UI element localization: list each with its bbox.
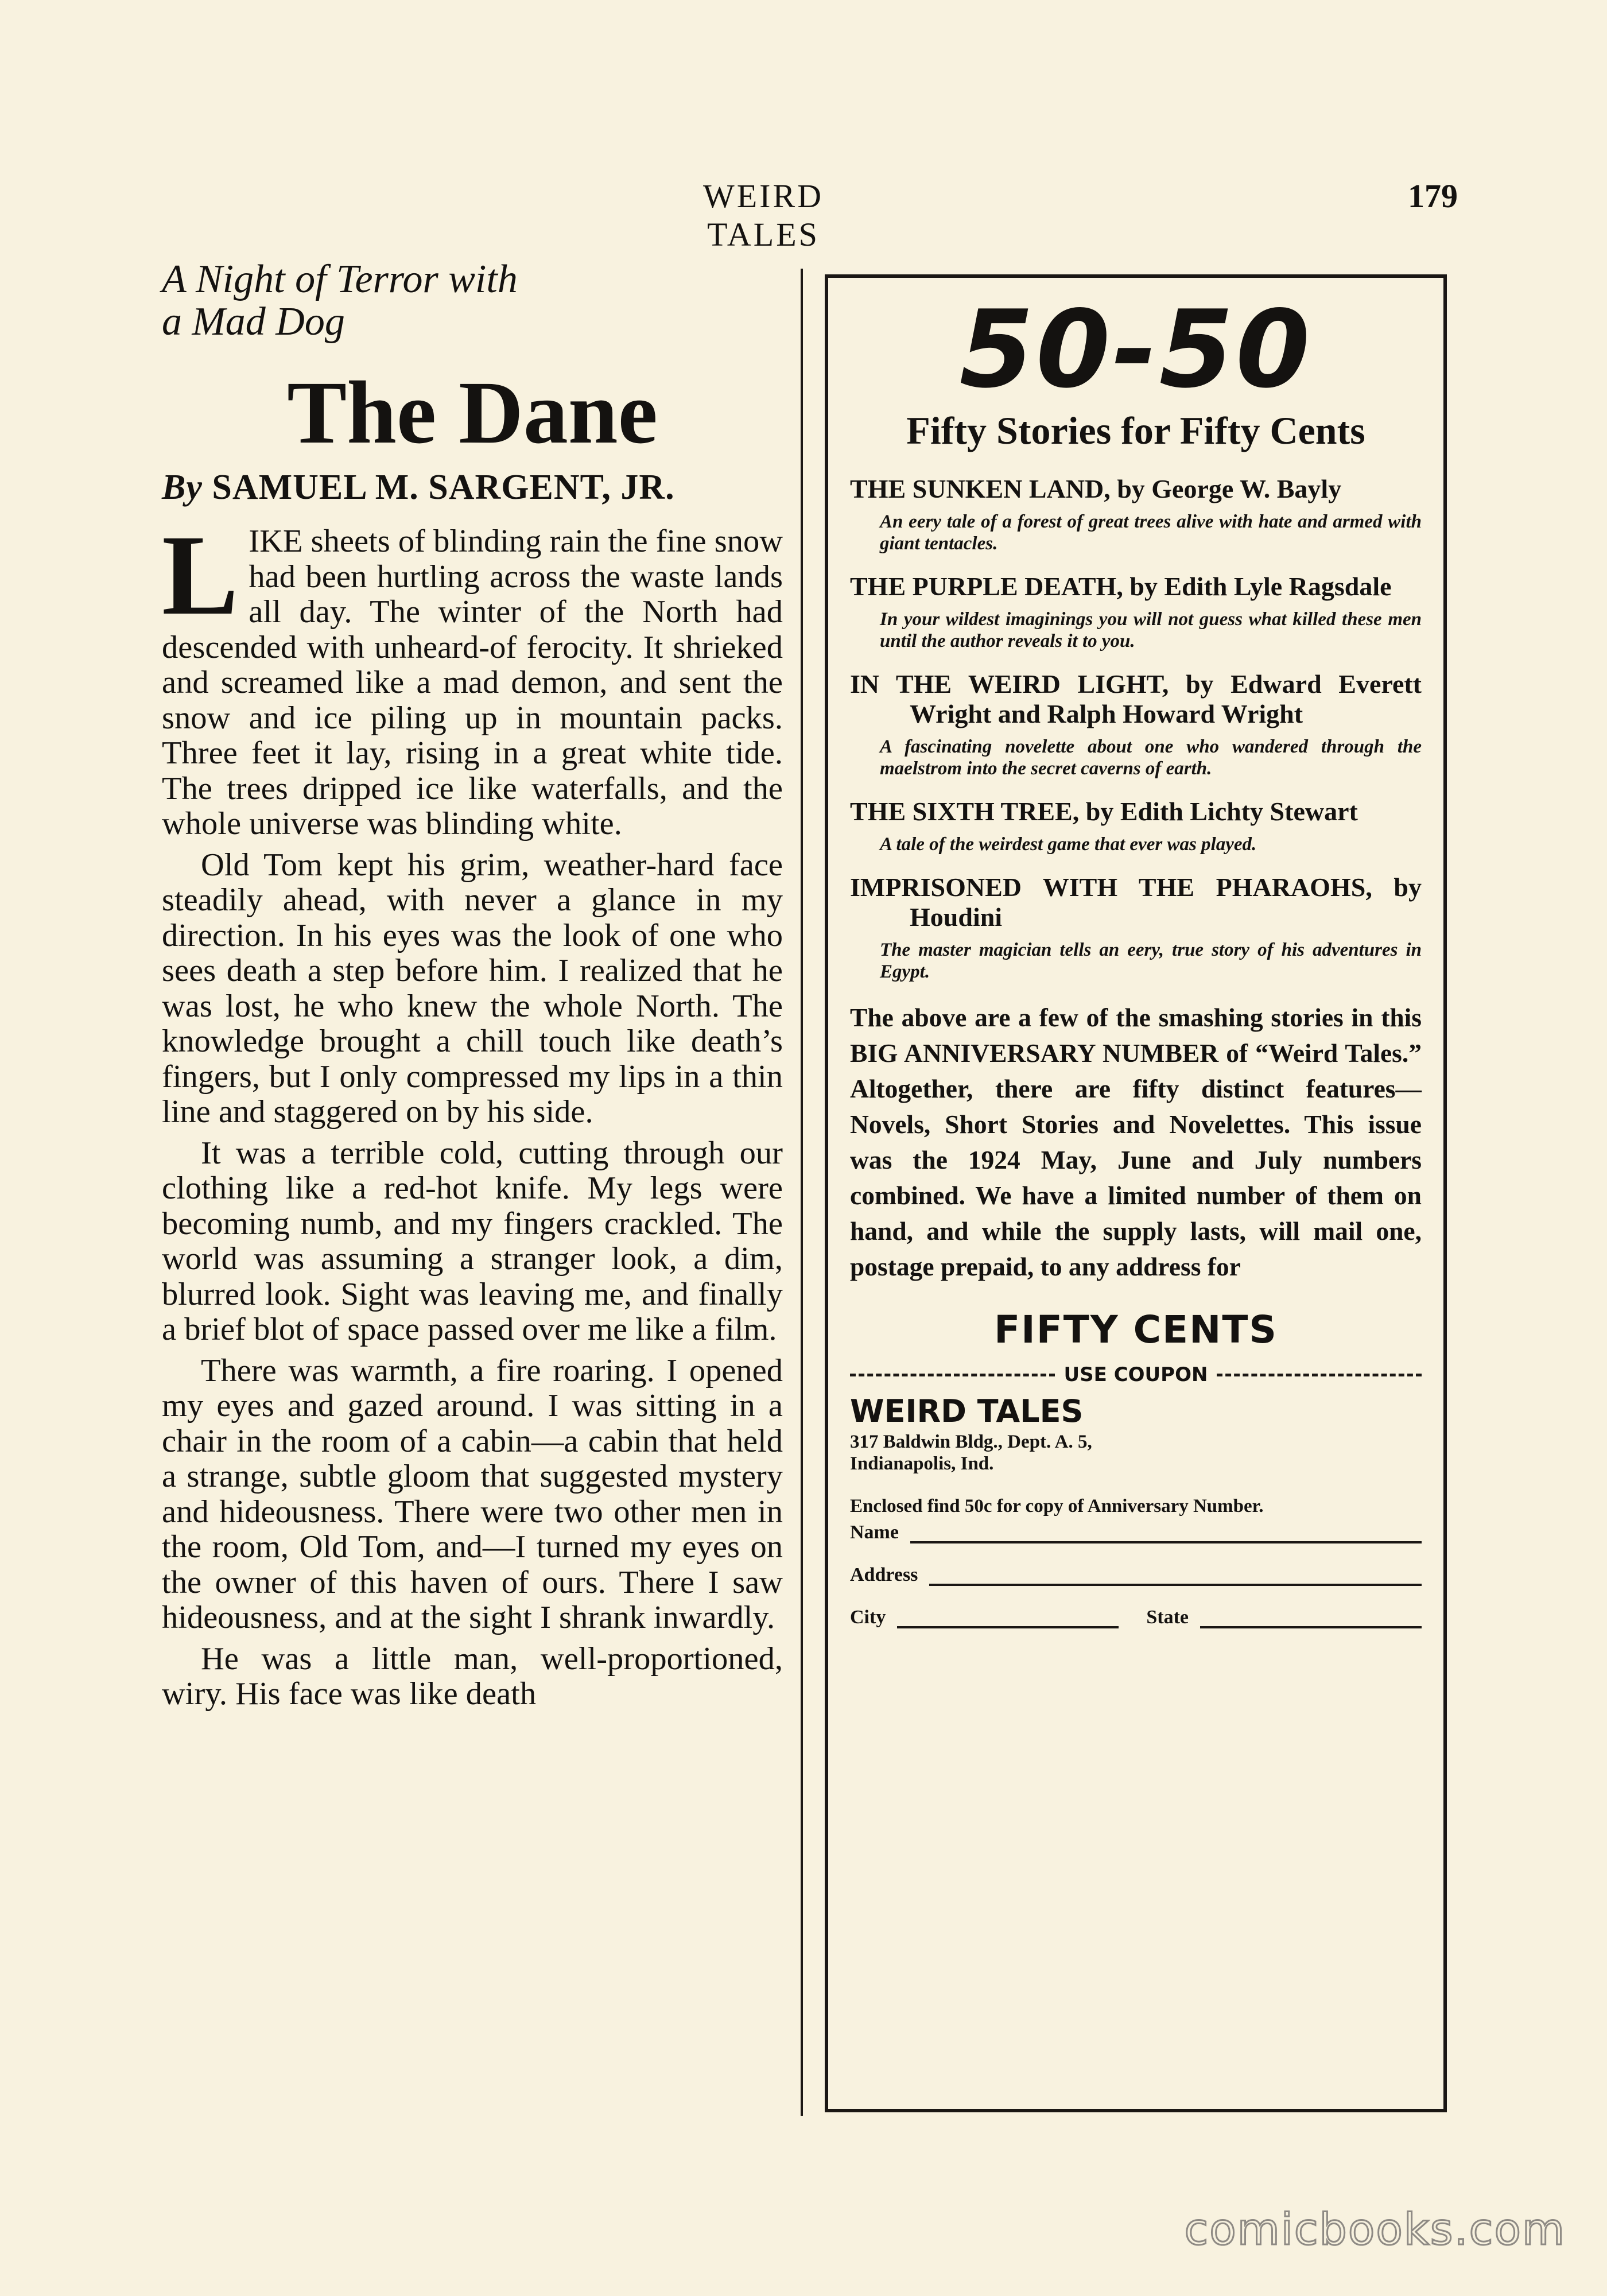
coupon-address-line-1: 317 Baldwin Bldg., Dept. A. 5, <box>850 1432 1092 1452</box>
coupon-enclosed-text: Enclosed find 50c for copy of Anniversary Number. <box>850 1496 1264 1517</box>
ad-story-title: IN THE WEIRD LIGHT, by Edward Everett Wright and Ralph Howard Wright <box>850 669 1422 728</box>
byline-author: SAMUEL M. SARGENT, JR. <box>212 468 675 507</box>
ad-story-description: A fascinating novelette about one who wandered through the maelstrom into the secret caverns of earth. <box>880 736 1422 779</box>
story-paragraph: There was warmth, a fire roaring. I opened my eyes and gazed around. I was sitting in a chair in the room of a cabin—a cabin that held a strange, subtle gloom that suggested mystery and hideousness. There were two other men in the room, Old Tom, and—I turned my eyes on the owner of this haven of ours. There I saw hideousness, and at the sight I shrank inwardly. <box>162 1352 783 1635</box>
ad-price: FIFTY CENTS <box>994 1308 1278 1352</box>
story-paragraph: LIKE sheets of blinding rain the fine snow had been hurtling across the waste lands all day. The winter of the North had descended with unheard-of ferocity. It shrieked and screamed like a mad demon, and sent the snow and ice piling up in mountain packs. Three feet it lay, rising in a great white tide. The trees dripped ice like waterfalls, and the whole universe was blinding white. <box>162 512 783 841</box>
coupon-address-line-2: Indianapolis, Ind. <box>850 1453 994 1474</box>
coupon-name-field[interactable] <box>850 1522 1422 1543</box>
advertisement-box <box>825 274 1447 2112</box>
ad-story-description: A tale of the weirdest game that ever was played. <box>880 834 1257 855</box>
byline <box>162 467 783 508</box>
story-paragraph: Old Tom kept his grim, weather-hard face steadily ahead, with never a glance in my direction. In his eyes was the look of one who sees death a step before him. I realized that he was lost, he who knew the whole North. The knowledge brought a chill touch like death’s fingers, but I only compressed my lips in a thin line and staggered on by his side. <box>162 847 783 1130</box>
page-number: 179 <box>1408 177 1458 215</box>
state-blank[interactable] <box>1200 1626 1422 1628</box>
coupon-label: USE COUPON <box>1063 1363 1208 1386</box>
name-blank[interactable] <box>910 1541 1422 1543</box>
drop-cap: L <box>162 512 239 639</box>
address-blank[interactable] <box>929 1584 1422 1586</box>
story-title: The Dane <box>287 363 658 462</box>
watermark: comicbooks.com <box>1184 2204 1566 2255</box>
ad-story-item <box>850 797 1422 855</box>
running-head-title: WEIRD TALES <box>702 177 824 253</box>
dashed-line <box>1217 1374 1422 1376</box>
name-label: Name <box>850 1522 899 1543</box>
story-body <box>162 512 783 1712</box>
city-label: City <box>850 1607 886 1628</box>
ad-story-description: In your wildest imaginings you will not guess what killed these men until the author reveals it to you. <box>880 609 1422 651</box>
ad-headline: 50-50 <box>959 287 1313 412</box>
story-column <box>162 258 783 1718</box>
ad-story-item <box>850 572 1422 652</box>
ad-story-title: IMPRISONED WITH THE PHARAOHS, by Houdini <box>850 872 1422 932</box>
ad-story-title: THE SUNKEN LAND, by George W. Bayly <box>850 474 1342 503</box>
story-kicker-line-2: a Mad Dog <box>162 300 345 344</box>
byline-by: By <box>162 468 203 507</box>
ad-story-title: THE SIXTH TREE, by Edith Lichty Stewart <box>850 797 1358 826</box>
ad-paragraph: The above are a few of the smashing stories in this BIG ANNIVERSARY NUMBER of “Weird Tales.” Altogether, there are fifty distinct features—Novels, Short Stories and Novelettes. This issue was the 1924 May, June and July numbers combined. We have a limited number of them on hand, and while the supply lasts, will mail one, postage prepaid, to any address for <box>850 1003 1422 1281</box>
ad-subhead: Fifty Stories for Fifty Cents <box>906 409 1365 452</box>
column-divider <box>801 269 803 2116</box>
dashed-line <box>850 1374 1055 1376</box>
ad-story-description: The master magician tells an eery, true story of his adventures in Egypt. <box>880 940 1422 982</box>
ad-story-item <box>850 669 1422 779</box>
address-label: Address <box>850 1564 918 1585</box>
ad-story-description: An eery tale of a forest of great trees alive with hate and armed with giant tentacles. <box>880 511 1422 554</box>
ad-story-item <box>850 474 1422 554</box>
story-paragraph: He was a little man, well-proportioned, wiry. His face was like death <box>162 1640 783 1712</box>
coupon-city-state-field[interactable] <box>850 1607 1422 1628</box>
coupon-company: WEIRD TALES <box>850 1393 1084 1429</box>
story-paragraph: It was a terrible cold, cutting through our clothing like a red-hot knife. My legs were becoming numb, and my fingers crackled. The world was assuming a stranger look, a dim, blurred look. Sight was leaving me, and finally a brief blot of space passed over me like a film. <box>162 1135 783 1347</box>
ad-story-item <box>850 872 1422 983</box>
story-kicker-line-1: A Night of Terror with <box>162 257 518 301</box>
city-blank[interactable] <box>897 1626 1119 1628</box>
coupon-address-field[interactable] <box>850 1564 1422 1586</box>
coupon-divider <box>850 1363 1422 1386</box>
ad-story-title: THE PURPLE DEATH, by Edith Lyle Ragsdale <box>850 572 1392 601</box>
state-label: State <box>1146 1607 1189 1628</box>
